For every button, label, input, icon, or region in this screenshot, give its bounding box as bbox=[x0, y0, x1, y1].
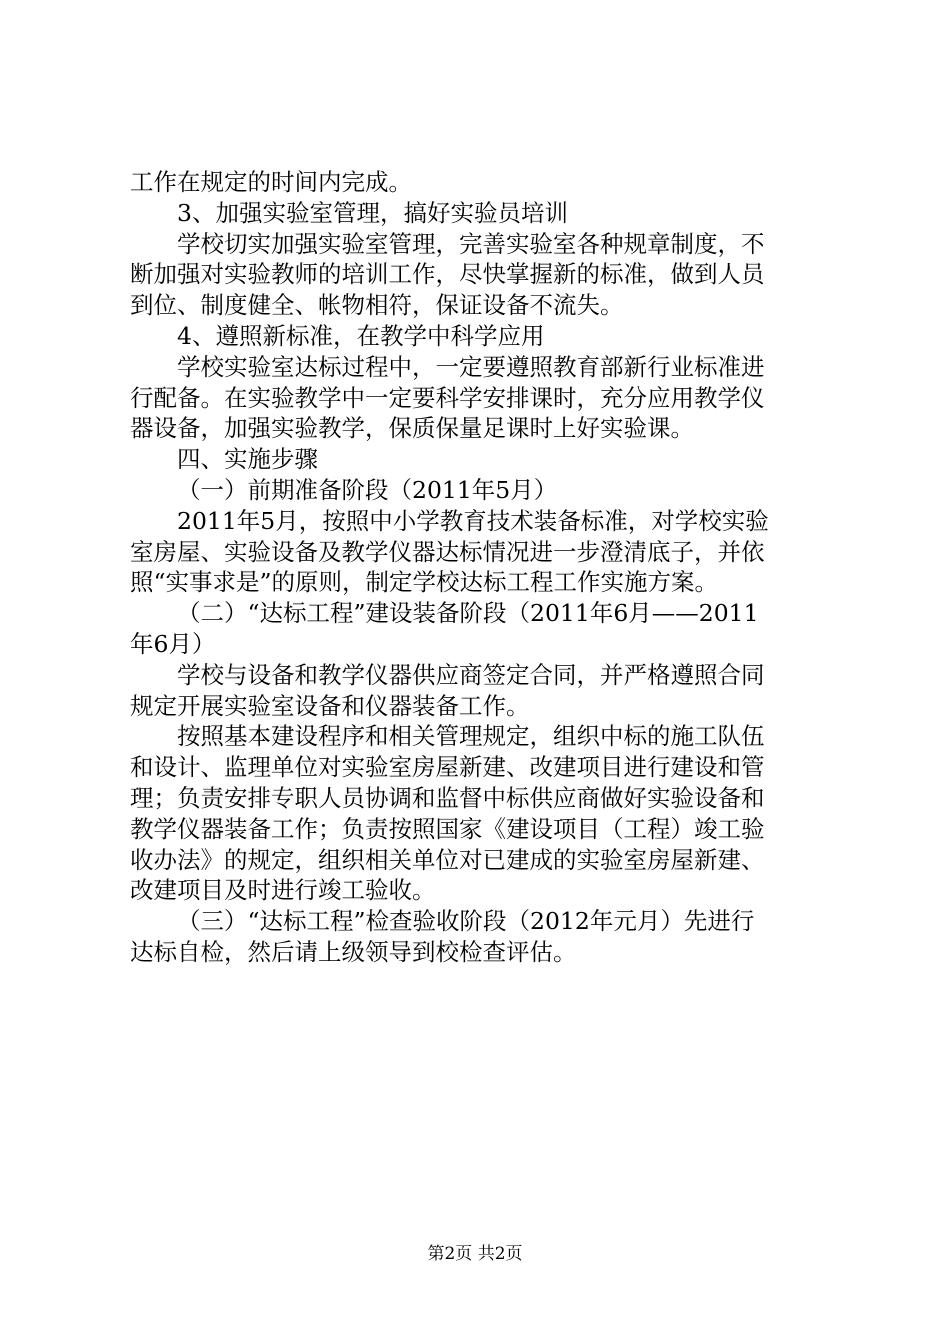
text-line-13: 室房屋、实验设备及教学仪器达标情况进一步澄清底子，并依 bbox=[130, 537, 765, 566]
text-line-5: 到位、制度健全、帐物相符，保证设备不流失。 bbox=[130, 291, 624, 320]
text-line-24: 改建项目及时进行竣工验收。 bbox=[130, 876, 436, 905]
text-line-26: 达标自检，然后请上级领导到校检查评估。 bbox=[130, 937, 577, 966]
text-line-11: （一）前期准备阶段（2011年5月） bbox=[177, 475, 558, 504]
text-line-1: 工作在规定的时间内完成。 bbox=[130, 168, 412, 196]
text-line-4: 断加强对实验教师的培训工作，尽快掌握新的标准，做到人员 bbox=[130, 260, 765, 289]
page-number-label: 第2页 共2页 bbox=[427, 1244, 523, 1264]
text-line-23: 收办法》的规定，组织相关单位对已建成的实验室房屋新建、 bbox=[130, 845, 765, 874]
text-line-22: 教学仪器装备工作；负责按照国家《建设项目（工程）竣工验 bbox=[130, 814, 765, 843]
text-line-16: 年6月） bbox=[130, 629, 216, 658]
text-line-6: 4、遵照新标准，在教学中科学应用 bbox=[177, 321, 545, 350]
text-line-3: 学校切实加强实验室管理，完善实验室各种规章制度，不 bbox=[177, 229, 765, 258]
text-line-2: 3、加强实验室管理，搞好实验员培训 bbox=[177, 198, 568, 227]
text-line-19: 按照基本建设程序和相关管理规定，组织中标的施工队伍 bbox=[177, 722, 765, 751]
text-line-25: （三）“达标工程”检查验收阶段（2012年元月）先进行 bbox=[177, 907, 755, 936]
text-line-8: 行配备。在实验教学中一定要科学安排课时，充分应用教学仪 bbox=[130, 383, 765, 412]
page-footer bbox=[0, 1242, 950, 1266]
text-line-9: 器设备，加强实验教学，保质保量足课时上好实验课。 bbox=[130, 414, 694, 443]
text-line-7: 学校实验室达标过程中，一定要遵照教育部新行业标准进 bbox=[177, 352, 765, 381]
text-line-20: 和设计、监理单位对实验室房屋新建、改建项目进行建设和管 bbox=[130, 753, 765, 782]
text-line-18: 规定开展实验室设备和仪器装备工作。 bbox=[130, 691, 530, 720]
text-line-15: （二）“达标工程”建设装备阶段（2011年6月——2011 bbox=[177, 599, 759, 628]
text-line-12: 2011年5月，按照中小学教育技术装备标准，对学校实验 bbox=[177, 506, 769, 535]
text-line-17: 学校与设备和教学仪器供应商签定合同，并严格遵照合同 bbox=[177, 660, 765, 689]
text-line-21: 理；负责安排专职人员协调和监督中标供应商做好实验设备和 bbox=[130, 783, 765, 812]
text-line-10: 四、实施步骤 bbox=[177, 445, 318, 474]
document-body bbox=[130, 167, 830, 968]
text-line-14: 照“实事求是”的原则，制定学校达标工程工作实施方案。 bbox=[130, 568, 719, 597]
